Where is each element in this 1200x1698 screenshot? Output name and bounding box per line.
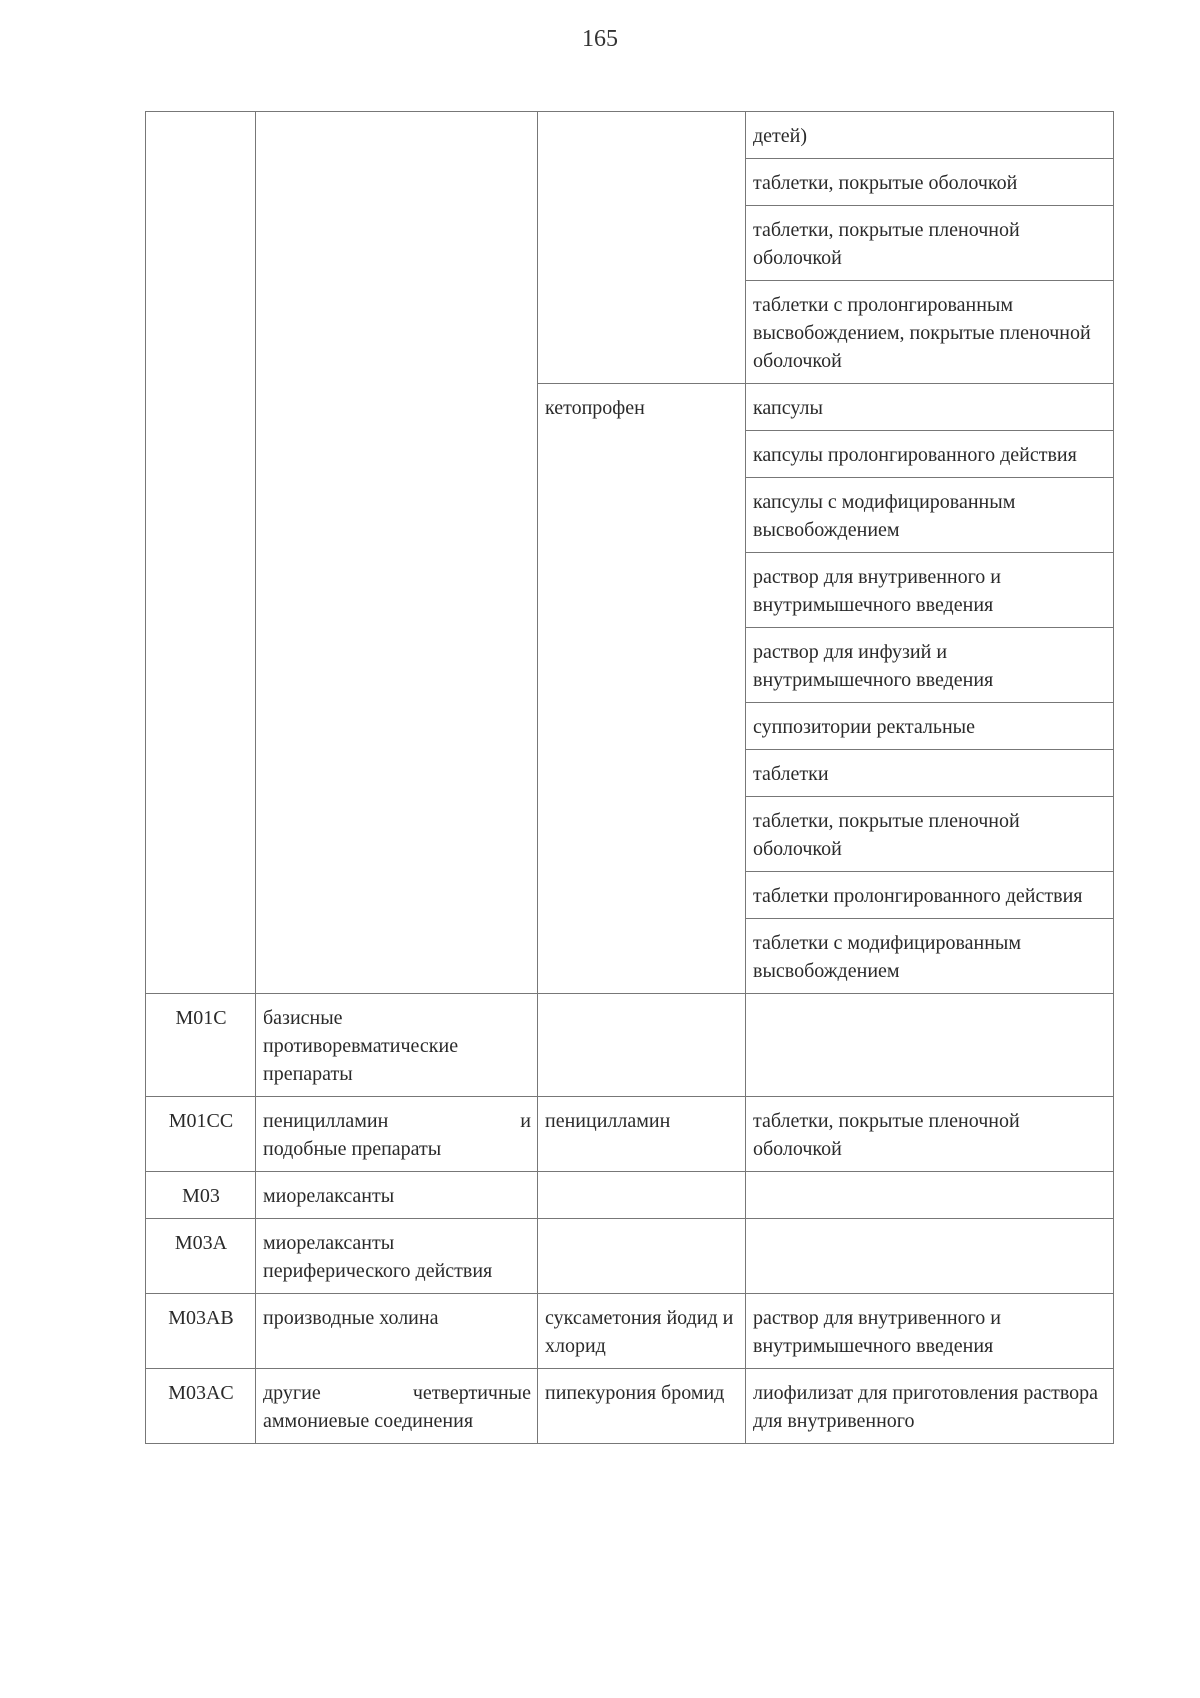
- drug-cell: [538, 112, 746, 384]
- atc-code-cell: M03: [146, 1172, 256, 1219]
- group-cell: [256, 1097, 538, 1172]
- group-cell: производные холина: [256, 1294, 538, 1369]
- table-row: [146, 1172, 1114, 1219]
- dosage-form-cell: раствор для внутривенного и внутримышечного введения: [746, 1294, 1114, 1369]
- dosage-form-cell: таблетки, покрытые оболочкой: [746, 159, 1114, 206]
- dosage-form-cell: таблетки, покрытые пленочной оболочкой: [746, 206, 1114, 281]
- dosage-form-cell: таблетки с модифицированным высвобождением: [746, 919, 1114, 994]
- group-cell: [256, 1369, 538, 1444]
- dosage-form-cell: [746, 994, 1114, 1097]
- group-word: пеницилламин: [263, 1110, 389, 1132]
- dosage-form-cell: таблетки, покрытые пленочной оболочкой: [746, 797, 1114, 872]
- drug-cell: пипекурония бромид: [538, 1369, 746, 1444]
- dosage-form-cell: [746, 1219, 1114, 1294]
- atc-code-cell: [146, 112, 256, 994]
- group-line: подобные препараты: [263, 1138, 442, 1160]
- group-cell: [256, 112, 538, 994]
- dosage-form-cell: детей): [746, 112, 1114, 159]
- group-word: другие: [263, 1382, 321, 1404]
- medication-table: [145, 111, 1114, 1444]
- table-row: [146, 1369, 1114, 1444]
- dosage-form-cell: суппозитории ректальные: [746, 703, 1114, 750]
- group-cell: базисные противоревматические препараты: [256, 994, 538, 1097]
- table-row: [146, 1097, 1114, 1172]
- drug-cell: [538, 1172, 746, 1219]
- drug-cell: кетопрофен: [538, 384, 746, 994]
- atc-code-cell: M03A: [146, 1219, 256, 1294]
- dosage-form-cell: раствор для инфузий и внутримышечного введения: [746, 628, 1114, 703]
- dosage-form-cell: [746, 1172, 1114, 1219]
- group-cell: миорелаксанты периферического действия: [256, 1219, 538, 1294]
- dosage-form-cell: таблетки, покрытые пленочной оболочкой: [746, 1097, 1114, 1172]
- group-word: и: [520, 1110, 531, 1132]
- atc-code-cell: M03AB: [146, 1294, 256, 1369]
- dosage-form-cell: таблетки пролонгированного действия: [746, 872, 1114, 919]
- atc-code-cell: M01C: [146, 994, 256, 1097]
- drug-cell: суксаметония йодид и хлорид: [538, 1294, 746, 1369]
- drug-cell: [538, 1219, 746, 1294]
- atc-code-cell: M01CC: [146, 1097, 256, 1172]
- dosage-form-cell: таблетки с пролонгированным высвобождением, покрытые пленочной оболочкой: [746, 281, 1114, 384]
- dosage-form-cell: капсулы с модифицированным высвобождением: [746, 478, 1114, 553]
- drug-cell: [538, 994, 746, 1097]
- table-row: [146, 1294, 1114, 1369]
- dosage-form-cell: раствор для внутривенного и внутримышечного введения: [746, 553, 1114, 628]
- drug-cell: пеницилламин: [538, 1097, 746, 1172]
- dosage-form-cell: таблетки: [746, 750, 1114, 797]
- table-row: [146, 994, 1114, 1097]
- group-cell: миорелаксанты: [256, 1172, 538, 1219]
- group-word: четвертичные: [412, 1382, 531, 1404]
- dosage-form-cell: капсулы пролонгированного действия: [746, 431, 1114, 478]
- dosage-form-cell: капсулы: [746, 384, 1114, 431]
- page-number: 165: [582, 26, 618, 52]
- group-line: аммониевые соединения: [263, 1410, 474, 1432]
- atc-code-cell: M03AC: [146, 1369, 256, 1444]
- dosage-form-cell: лиофилизат для приготовления раствора для внутривенного: [746, 1369, 1114, 1444]
- table-row: [146, 1219, 1114, 1294]
- table-row: [146, 112, 1114, 159]
